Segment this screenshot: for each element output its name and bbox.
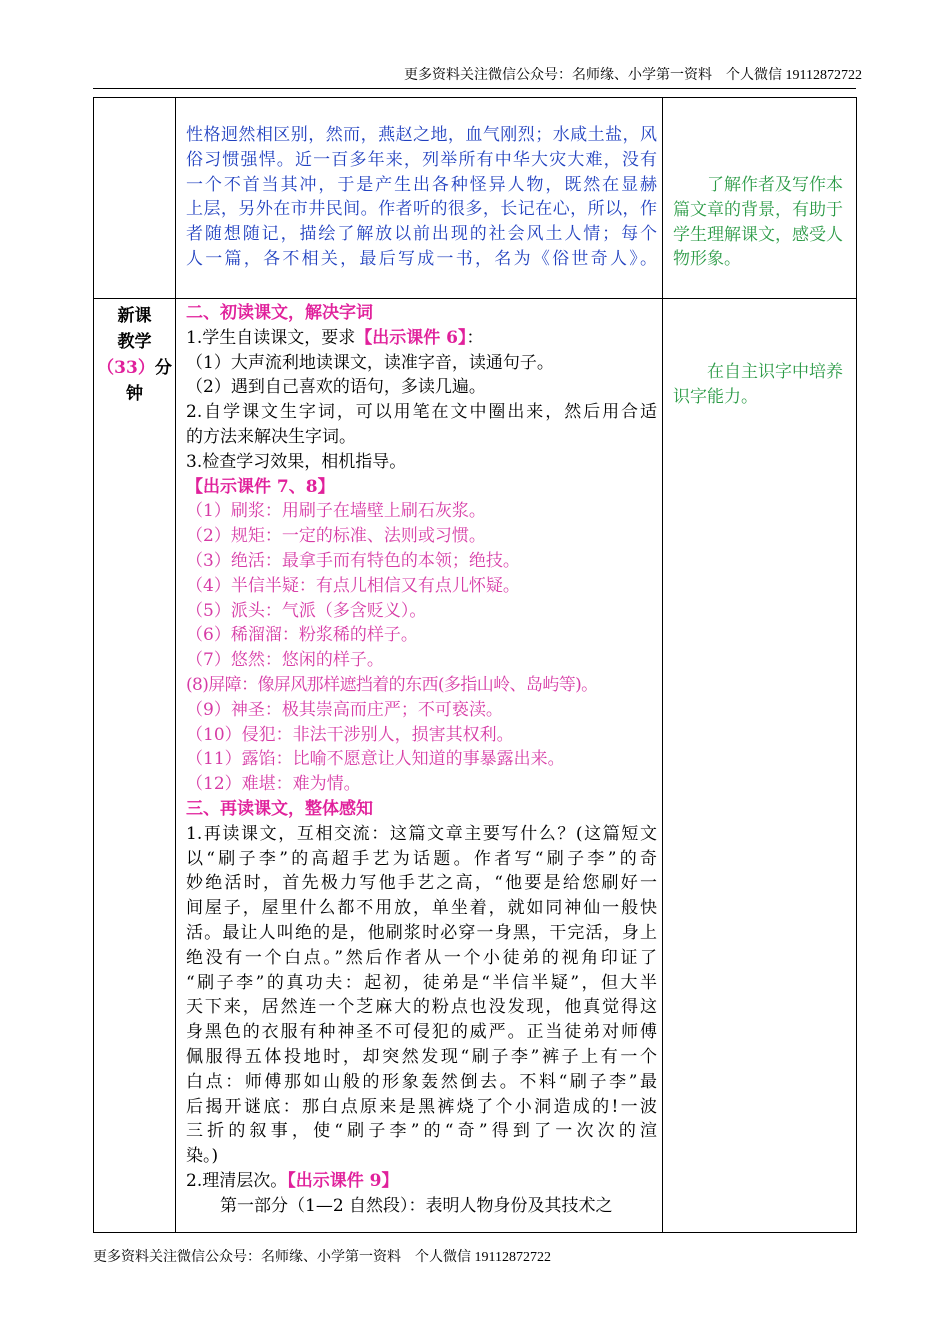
text-line: 活。最让人叫绝的是，他刷浆时必穿一身黑，干完活，身上 <box>186 922 657 943</box>
vocab-item: （5）派头：气派（多含贬义）。 <box>186 600 427 621</box>
text-line <box>186 1169 657 1194</box>
section-heading: 二、初读课文，解决字词 <box>186 303 373 323</box>
header-rule <box>93 88 856 89</box>
content-cell <box>176 98 663 299</box>
text-line: 后揭开谜底：那白点原来是黑裤烧了个小洞造成的!一波 <box>186 1096 657 1117</box>
text-line: 以“刷子李”的高超手艺为话题。作者写“刷子李”的奇 <box>186 848 657 869</box>
vocab-item: （12）难堪：难为情。 <box>186 774 361 795</box>
note-cell <box>663 299 857 1233</box>
stage-label <box>94 299 175 407</box>
text-line: 人一篇，各不相关，最后写成一书，名为《俗世奇人》。 <box>186 248 657 269</box>
content-cell <box>176 299 663 1233</box>
table-row <box>94 98 857 299</box>
vocab-item: （3）绝活：最拿手而有特色的本领；绝技。 <box>186 550 520 571</box>
design-intent-note: 了解作者及写作本篇文章的背景，有助于学生理解课文，感受人物形象。 <box>673 175 843 270</box>
text-line: 性格迥然相区别，然而，燕赵之地，血气刚烈；水咸土盐，风 <box>186 125 657 145</box>
page-footer: 更多资料关注微信公众号：名师缘、小学第一资料 个人微信 19112872722 <box>93 1250 551 1265</box>
design-intent-note: 在自主识字中培养识字能力。 <box>673 362 843 407</box>
text-line: 染。) <box>186 1146 219 1167</box>
text-line: 2.自学课文生字词，可以用笔在文中圈出来，然后用合适 <box>186 402 657 423</box>
table-row <box>94 299 857 1233</box>
text-line: 间屋子，屋里什么都不用放，单坐着，就如同神仙一般快 <box>186 898 657 919</box>
slide-tag: 【出示课件 9】 <box>287 1170 399 1191</box>
text-line: “刷子李”的真功夫：起初，徒弟是“半信半疑”，但大半 <box>186 972 657 993</box>
text-line: 天下来，居然连一个芝麻大的粉点也没发现，他真觉得这 <box>186 997 657 1018</box>
author-background-text <box>176 98 662 272</box>
text-span: 2.理清层次。 <box>186 1170 288 1191</box>
text-line: 绝没有一个白点。”然后作者从一个小徒弟的视角印证了 <box>186 947 657 968</box>
label-text: 教学 <box>117 332 152 352</box>
text-span: 1.学生自读课文，要求 <box>186 327 356 348</box>
vocab-item: （2）规矩：一定的标准、法则或习惯。 <box>186 526 486 547</box>
vocab-item: （7）悠然：悠闲的样子。 <box>186 650 384 671</box>
vocab-item: （4）半信半疑：有点儿相信又有点儿怀疑。 <box>186 575 520 596</box>
vocab-item: (8)屏障：像屏风那样遮挡着的东西(多指山岭、岛屿等)。 <box>186 674 598 695</box>
text-line: 三折的叙事，使“刷子李”的“奇”得到了一次次的渲 <box>186 1121 657 1142</box>
text-line: 3.检查学习效果，相机指导。 <box>186 451 407 472</box>
text-line: 的方法来解决生字词。 <box>186 426 356 447</box>
text-span: ： <box>466 327 484 348</box>
text-line: 第一部分（1—2 自然段）：表明人物身份及其技术之 <box>220 1195 613 1216</box>
slide-tag: 【出示课件 7、8】 <box>186 476 335 497</box>
label-text: 钟 <box>126 384 143 404</box>
vocab-item: （10）侵犯：非法干涉别人，损害其权利。 <box>186 724 514 745</box>
slide-tag: 【出示课件 6】 <box>355 327 467 348</box>
vocab-item: （1）刷浆：用刷子在墙壁上刷石灰浆。 <box>186 501 486 522</box>
text-line: 一个不首当其冲，于是产生出各种怪异人物，既然在显赫 <box>186 174 657 195</box>
text-line: 身黑色的衣服有种神圣不可侵犯的威严。正当徒弟对师傅 <box>186 1022 657 1043</box>
vocab-item: （6）稀溜溜：粉浆稀的样子。 <box>186 625 418 646</box>
text-line <box>186 326 657 351</box>
text-line: 上层，另外在市井民间。作者听的很多，长记在心，所以，作 <box>186 199 657 220</box>
label-text: 新课 <box>117 306 152 326</box>
text-line: （1）大声流利地读课文，读准字音，读通句子。 <box>186 352 554 373</box>
vocab-item: （11）露馅：比喻不愿意让人知道的事暴露出来。 <box>186 749 565 770</box>
text-line: 1.再读课文，互相交流：这篇文章主要写什么？(这篇短文 <box>186 823 657 844</box>
text-line: 佩服得五体投地时，却突然发现“刷子李”裤子上有一个 <box>186 1046 657 1067</box>
label-text <box>94 355 175 381</box>
label-text: 分 <box>154 358 172 378</box>
label-cell-empty <box>94 98 176 299</box>
lesson-content <box>176 299 662 1218</box>
page-header: 更多资料关注微信公众号：名师缘、小学第一资料 个人微信 19112872722 <box>404 68 862 83</box>
text-line: 俗习惯强悍。近一百多年来，列举所有中华大灾大难，没有 <box>186 149 657 170</box>
label-cell <box>94 299 176 1233</box>
text-line: （2）遇到自己喜欢的语句，多读几遍。 <box>186 377 486 398</box>
text-line: 者随想随记，描绘了解放以前出现的社会风土人情；每个 <box>186 224 657 245</box>
note-cell <box>663 98 857 299</box>
duration-number: （33） <box>97 358 155 378</box>
text-line: 妙绝活时，首先极力写他手艺之高，“他要是给您刷好一 <box>186 873 657 894</box>
section-heading: 三、再读课文，整体感知 <box>186 798 373 819</box>
vocab-item: （9）神圣：极其崇高而庄严；不可亵渎。 <box>186 699 503 720</box>
text-line: 白点：师傅那如山般的形象轰然倒去。不料“刷子李”最 <box>186 1071 657 1092</box>
lesson-table <box>93 97 857 1233</box>
